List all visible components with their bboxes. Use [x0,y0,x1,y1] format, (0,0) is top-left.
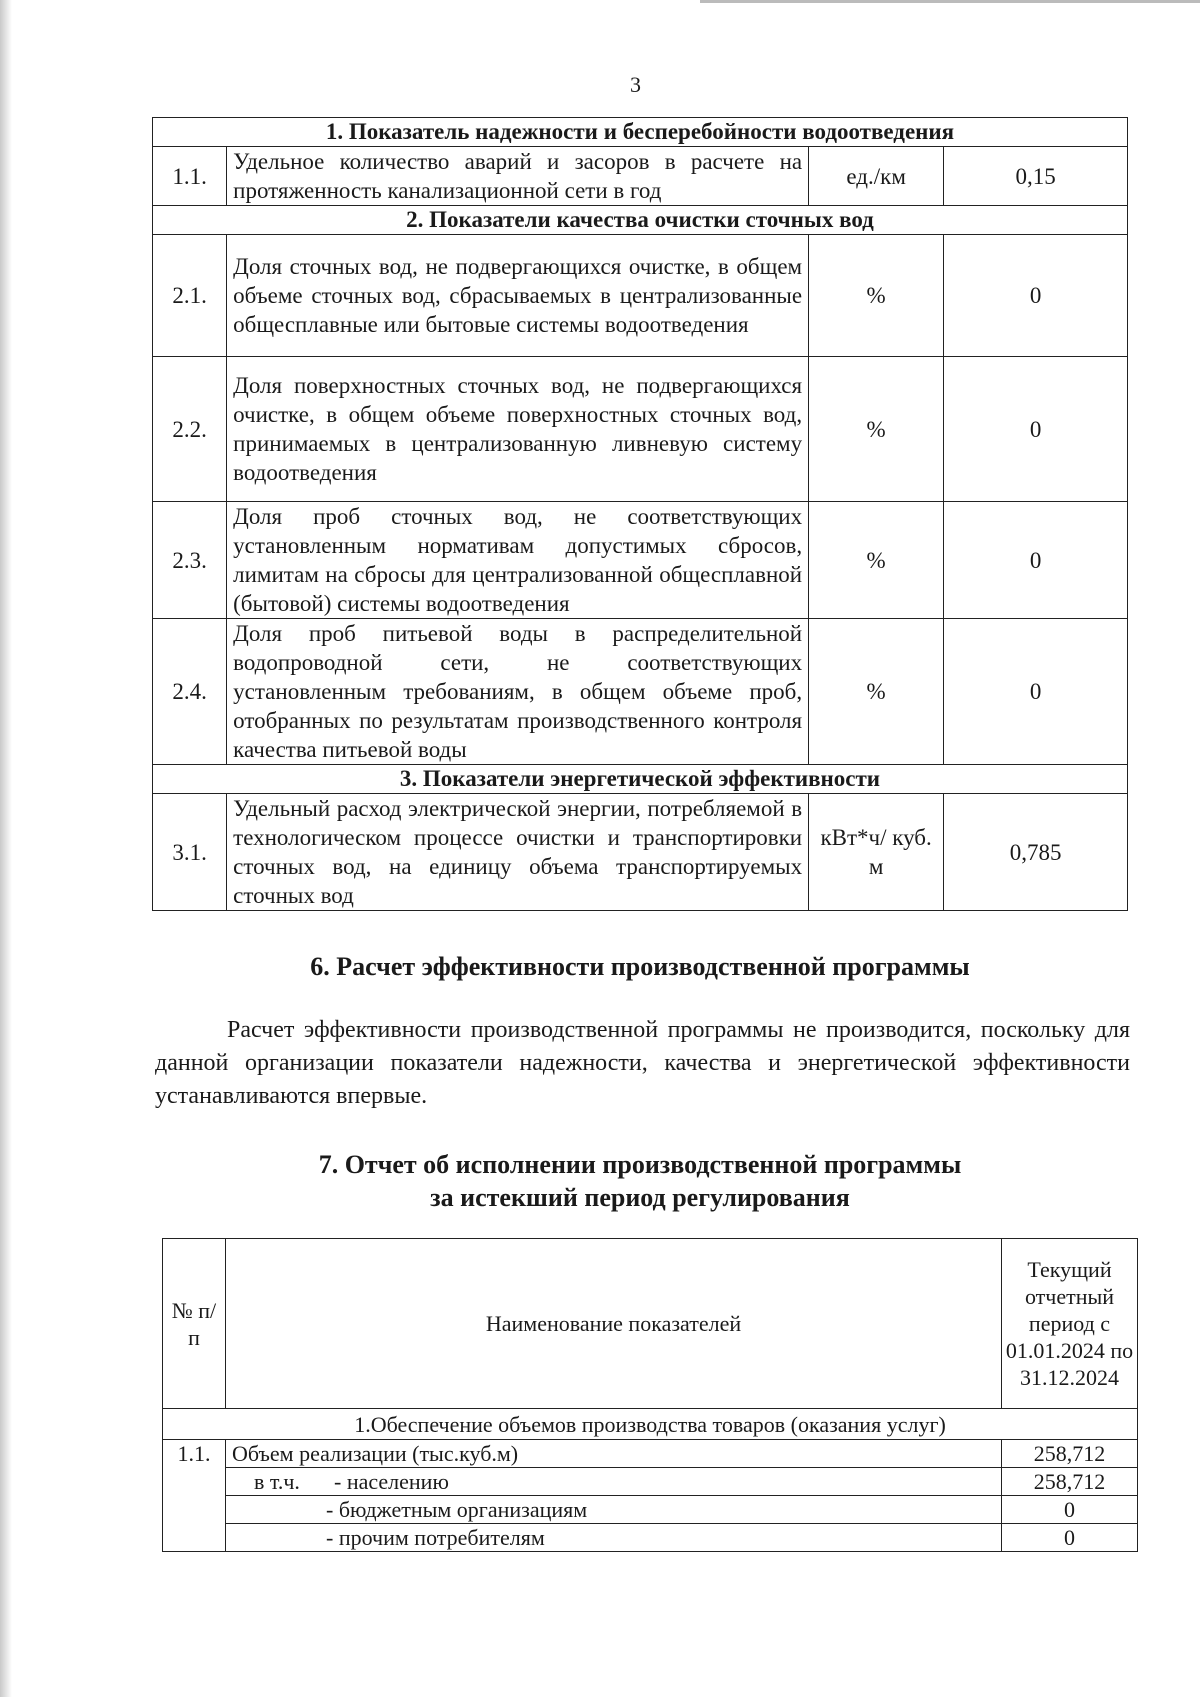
row-name: Удельный расход электрической энергии, потребляемой в технологическом процессе очистки и транспортировки сточных вод, на единицу объема транспортируемых сточных вод [227,794,809,911]
section-row [153,118,1128,147]
row-value: 0 [944,502,1128,619]
header-row [163,1239,1138,1409]
section-row [153,206,1128,235]
table-row [153,619,1128,765]
row-value: 0 [944,357,1128,502]
row-number: 2.1. [153,235,227,357]
row-value: 0 [944,235,1128,357]
row-number: 2.2. [153,357,227,502]
row-value: 0,15 [944,147,1128,206]
section-row [153,765,1128,794]
section-row [163,1409,1138,1440]
row-name: Удельное количество аварий и засоров в расчете на протяженность канализационной сети в год [227,147,809,206]
section-title: 1.Обеспечение объемов производства товаров (оказания услуг) [163,1409,1138,1440]
page-number: 3 [630,72,641,97]
row-name: - бюджетным организациям [226,1496,1002,1524]
section-title: 3. Показатели энергетической эффективности [153,765,1128,794]
section-title: 2. Показатели качества очистки сточных вод [153,206,1128,235]
row-name: Доля проб питьевой воды в распределительной водопроводной сети, не соответствующих установленным требованиям, в общем объеме проб, отобранных по результатам производственного контроля качества питьевой воды [227,619,809,765]
item-number: 1.1. [163,1440,226,1552]
section6-paragraph: Расчет эффективности производственной программы не производится, поскольку для данной организации показатели надежности, качества и энергетической эффективности устанавливаются впервые. [155,1017,1130,1109]
page-left-edge [0,0,12,1697]
header-number: № п/п [163,1239,226,1409]
row-value: 258,712 [1002,1468,1138,1496]
table-row [163,1468,1138,1496]
row-value: 258,712 [1002,1440,1138,1468]
section6-heading: 6. Расчет эффективности производственной программы [310,952,970,981]
row-unit: % [809,235,944,357]
row-name [226,1468,1002,1496]
row-number: 2.4. [153,619,227,765]
table-row [153,794,1128,911]
row-label: - населению [334,1469,449,1494]
row-value: 0 [1002,1524,1138,1552]
table-row [153,235,1128,357]
row-name: Доля сточных вод, не подвергающихся очистке, в общем объеме сточных вод, сбрасываемых в централизованные общесплавные или бытовые системы водоотведения [227,235,809,357]
section7-heading-line2: за истекший период регулирования [430,1183,850,1212]
table-row [163,1524,1138,1552]
row-name: Объем реализации (тыс.куб.м) [226,1440,1002,1468]
page-top-edge [700,0,1200,3]
row-value: 0,785 [944,794,1128,911]
row-name: - прочим потребителям [226,1524,1002,1552]
indicators-table [152,117,1128,911]
table-row [153,357,1128,502]
table-row [153,502,1128,619]
section-title: 1. Показатель надежности и бесперебойности водоотведения [153,118,1128,147]
table-row [163,1496,1138,1524]
report-table [162,1238,1138,1552]
table-row [153,147,1128,206]
row-unit: % [809,357,944,502]
row-unit: % [809,502,944,619]
header-name: Наименование показателей [226,1239,1002,1409]
header-period: Текущий отчетный период с 01.01.2024 по 31.12.2024 [1002,1239,1138,1409]
row-number: 3.1. [153,794,227,911]
row-prefix: в т.ч. [254,1469,300,1494]
row-value: 0 [1002,1496,1138,1524]
section7-heading-line1: 7. Отчет об исполнении производственной программы [318,1150,962,1179]
row-name: Доля проб сточных вод, не соответствующих установленным нормативам допустимых сбросов, лимитам на сбросы для централизованной общесплавной (бытовой) системы водоотведения [227,502,809,619]
row-unit: кВт*ч/ куб. м [809,794,944,911]
row-number: 2.3. [153,502,227,619]
table-row [163,1440,1138,1468]
row-unit: ед./км [809,147,944,206]
row-unit: % [809,619,944,765]
row-value: 0 [944,619,1128,765]
row-name: Доля поверхностных сточных вод, не подвергающихся очистке, в общем объеме поверхностных сточных вод, принимаемых в централизованную ливневую систему водоотведения [227,357,809,502]
row-number: 1.1. [153,147,227,206]
